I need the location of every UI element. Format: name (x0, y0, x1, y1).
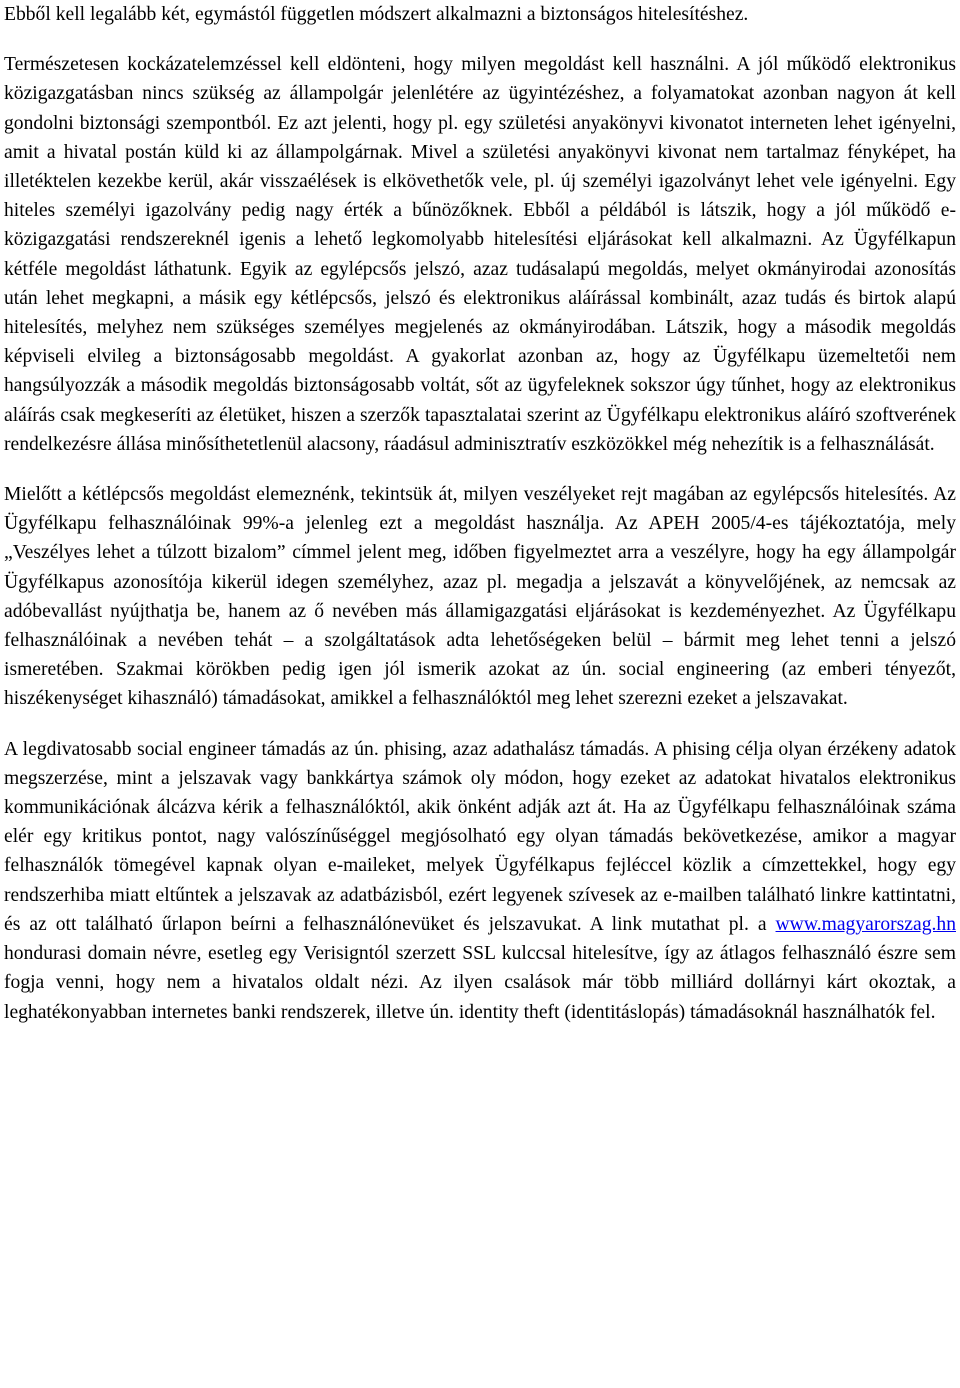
paragraph-2: Természetesen kockázatelemzéssel kell eldönteni, hogy milyen megoldást kell használni. A jól működő elektronikus közigazgatásban nincs szükség az állampolgár jelenlétére az ügyintézéshez, a folyamatokat azonban nagyon át kell gondolni biztonsági szempontból. Ez azt jelenti, hogy pl. egy születési anyakönyvi kivonatot interneten lehet igényelni, amit a hivatal postán küld ki az állampolgárnak. Mivel a születési anyakönyvi kivonat nem tartalmaz fényképet, ha illetéktelen kezekbe kerül, akár visszaélések is elkövethetők vele, pl. új személyi igazolványt lehet vele igényelni. Egy hiteles személyi igazolvány pedig nagy érték a bűnözőknek. Ebből a példából is látszik, hogy a jól működő e-közigazgatási rendszereknél igenis a lehető legkomolyabb hitelesítési eljárásokat kell alkalmazni. Az Ügyfélkapun kétféle megoldást láthatunk. Egyik az egylépcsős jelszó, azaz tudásalapú megoldás, melyet okmányirodai azonosítás után lehet megkapni, a másik egy kétlépcsős, jelszó és elektronikus aláírással kombinált, azaz tudás és birtok alapú hitelesítés, melyhez nem szükséges személyes megjelenés az okmányirodában. Látszik, hogy a második megoldás képviseli elvileg a biztonságosabb megoldást. A gyakorlat azonban az, hogy az Ügyfélkapu üzemeltetői nem hangsúlyozzák a második megoldás biztonságosabb voltát, sőt az ügyfeleknek sokszor úgy tűnhet, hogy az elektronikus aláírás csak megkeseríti az életüket, hiszen a szerzők tapasztalatai szerint az Ügyfélkapu elektronikus aláíró szoftverének rendelkezésre állása minősíthetetlenül alacsony, ráadásul adminisztratív eszközökkel még nehezítik is a felhasználását. (4, 54, 956, 455)
magyarorszag-link[interactable]: www.magyarorszag.hn (775, 913, 956, 935)
document-page (4, 0, 956, 1027)
paragraph-4-text-start: A legdivatosabb social engineer támadás az ún. phising, azaz adathalász támadás. A phising célja olyan érzékeny adatok megszerzése, mint a jelszavak vagy bankkártya számok oly módon, hogy ezeket az adatokat hivatalos elektronikus kommunikációnak álcázva kérik a felhasználóktól, akik önként adják azt át. Ha az Ügyfélkapu felhasználóinak száma elér egy kritikus pontot, nagy valószínűséggel megjósolható egy olyan támadás bekövetkezése, amikor a magyar felhasználók tömegével kapnak olyan e-maileket, melyek Ügyfélkapus fejléccel közlik a címzettekkel, hogy egy rendszerhiba miatt eltűntek a jelszavak az adatbázisból, ezért legyenek szívesek az e-mailben található linkre kattintatni, és az ott található űrlapon beírni a felhasználónevüket és jelszavukat. A link mutathat pl. a (4, 738, 956, 935)
paragraph-4-text-end: hondurasi domain névre, esetleg egy Verisigntól szerzett SSL kulccsal hitelesítve, így az átlagos felhasználó észre sem fogja venni, hogy nem a hivatalos oldalt nézi. Az ilyen csalások már több milliárd dollárnyi kárt okoztak, a leghatékonyabban internetes banki rendszerek, illetve ún. identity theft (identitáslopás) támadásoknál használhatók fel. (4, 943, 956, 1023)
paragraph-3: Mielőtt a kétlépcsős megoldást elemeznénk, tekintsük át, milyen veszélyeket rejt magában az egylépcsős hitelesítés. Az Ügyfélkapu felhasználóinak 99%-a jelenleg ezt a megoldást használja. Az APEH 2005/4-es tájékoztatója, mely „Veszélyes lehet a túlzott bizalom” címmel jelent meg, időben figyelmeztet arra a veszélyre, hogy ha egy állampolgár Ügyfélkapus azonosítója kikerül idegen személyhez, azaz pl. megadja a jelszavát a könyvelőjének, az nemcsak az adóbevallást nyújthatja be, hanem az ő nevében más államigazgatási eljárásokat is kezdeményezhet. Az Ügyfélkapu felhasználóinak a nevében tehát – a szolgáltatások adta lehetőségeken belül – bármit meg lehet tenni a jelszó ismeretében. Szakmai körökben pedig igen jól ismerik azokat az ún. social engineering (az emberi tényezőt, hiszékenységet kihasználó) támadásokat, amikkel a felhasználóktól meg lehet szerezni ezeket a jelszavakat. (4, 484, 956, 710)
paragraph-4 (4, 735, 956, 1027)
paragraph-1: Ebből kell legalább két, egymástól független módszert alkalmazni a biztonságos hitelesítéshez. (4, 4, 749, 25)
